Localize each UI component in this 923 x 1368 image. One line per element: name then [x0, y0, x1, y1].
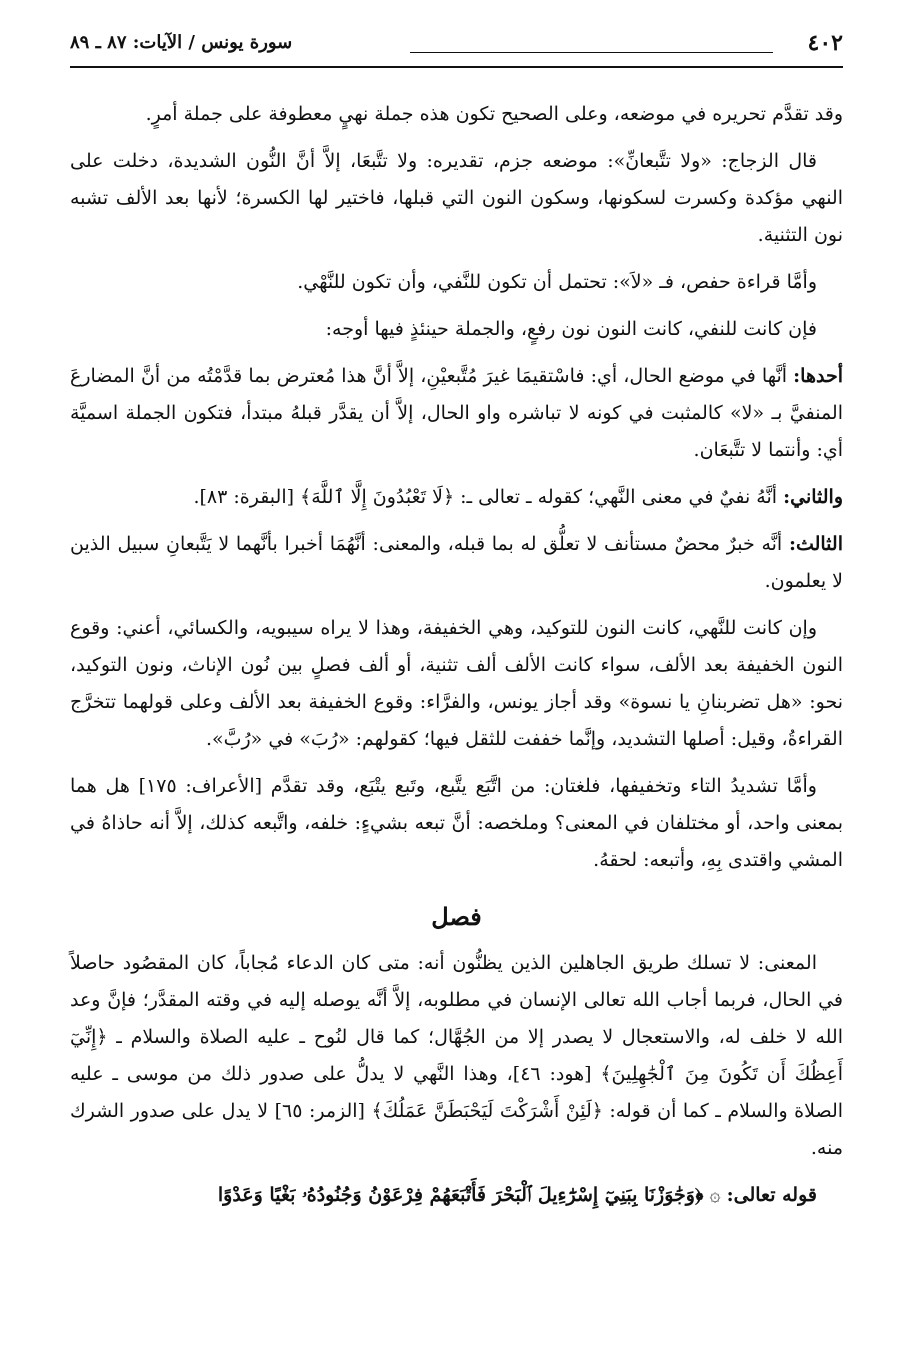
paragraph-text: المعنى: لا تسلك طريق الجاهلين الذين يظنُّون أنه: متى كان الدعاء مُجاباً، كان المقصُود حاصلاً في الحال، فربما أجاب الله تعالى الإنسان في مطلوبه، إلاَّ أنَّه يوصله إليه في وقته المقدَّر؛ فإنَّ وعد الله لا خلف له، والاستعجال لا يصدر إلا من الجُهَّال؛ كما قال لنُوح ـ عليه الصلاة والسلام ـ ﴿إِنِّيٓ أَعِظُكَ أَن تَكُونَ مِنَ ٱلْجَٰهِلِينَ﴾ [هود: ٤٦]، وهذا النَّهي لا يدلُّ على صدور ذلك من موسى ـ عليه الصلاة والسلام ـ كما أن قوله: ﴿لَئِنْ أَشْرَكْتَ لَيَحْبَطَنَّ عَمَلُكَ﴾ [الزمر: ٦٥] لا يدل على صدور الشرك منه.	[70, 952, 844, 1159]
paragraph	[70, 526, 843, 600]
page-body	[70, 96, 843, 1224]
paragraph	[70, 945, 843, 1167]
paragraph-text: قال الزجاج: «ولا تتَّبعانِّ»: موضعه جزم، تقديره: ولا تتَّبعَا، إلاَّ أنَّ النُّون الشديدة، دخلت على النهي مؤكدة وكسرت لسكونها، وسكون النون التي قبلها، فاختير لها الكسرة؛ لأنها بعد الألف تشبه نون التثنية.	[70, 150, 843, 246]
paragraph-text: وقد تقدَّم تحريره في موضعه، وعلى الصحيح تكون هذه جملة نهيٍ معطوفة على جملة أمرٍ.	[145, 103, 843, 125]
page-number: ٤٠٢	[807, 30, 843, 56]
paragraph-text: وأمَّا قراءة حفص، فـ «لاَ»: تحتمل أن تكون للنَّفي، وأن تكون للنَّهْي.	[297, 271, 817, 293]
paragraph	[70, 768, 843, 879]
page-header	[70, 30, 843, 68]
paragraph	[70, 264, 843, 301]
paragraph-text: فإن كانت للنفي، كانت النون نون رفعٍ، والجملة حينئذٍ فيها أوجه:	[325, 318, 817, 340]
paragraph-text: وأمَّا تشديدُ التاء وتخفيفها، فلغتان: من اتَّبَع يتَّبع، وتَبع يتْبَع، وقد تقدَّم [الأعراف: ١٧٥] هل هما بمعنى واحد، أو مختلفان في المعنى؟ وملخصه: أنَّ تبعه بشيءٍ: خلفه، واتَّبعه كذلك، إلاَّ أنه حاذاهُ في المشي واقتدى بِهِ، وأتبعه: لحقهُ.	[70, 775, 843, 871]
paragraph	[70, 358, 843, 469]
running-title: سورة يونس / الآيات: ٨٧ ـ ٨٩	[70, 32, 293, 53]
section-title: فصل	[431, 902, 482, 931]
paragraph-text: أنَّهُ نفيٌ في معنى النَّهي؛ كقوله ـ تعالى ـ: ﴿لَا تَعْبُدُونَ إِلَّا ٱللَّهَ﴾ [البقرة: ٨٣].	[193, 486, 778, 508]
paragraph-lead: والثاني:	[783, 486, 843, 508]
verse-ornament-icon: ۞	[709, 1184, 721, 1206]
paragraph	[70, 96, 843, 133]
verse-line	[70, 1177, 843, 1214]
paragraph-text: وإن كانت للنَّهي، كانت النون للتوكيد، وهي الخفيفة، وهذا لا يراه سيبويه، والكسائي، أعني: وقوع النون الخفيفة بعد الألف، سواء كانت الألف ألف تثنية، أو ألف فصلٍ بين نُون الإناث، ونون التوكيد، نحو: «هل تضربنانِ يا نسوة» وقد أجاز يونس، والفرَّاء: وقوع الخفيفة بعد الألف وعلى قولهما تتخرَّج القراءةُ، وقيل: أصلها التشديد، وإنَّما خففت للثقل فيها؛ كقولهم: «رُبَ» في «رُبَّ».	[70, 617, 843, 750]
header-rule	[410, 52, 773, 53]
verse-lead: قوله تعالى:	[726, 1184, 817, 1206]
paragraph-lead: أحدها:	[793, 365, 843, 387]
paragraph-text: أنَّه خبرٌ محضٌ مستأنف لا تعلُّق له بما قبله، والمعنى: أنَّهُمَا أخبرا بأنَّهما لا يَتَّبعانِ سبيل الذين لا يعلمون.	[70, 533, 843, 592]
paragraph-text: أنَّها في موضع الحال، أي: فاسْتقيمَا غيرَ مُتَّبعيْنِ، إلاَّ أنَّ هذا مُعترض بما قدَّمْتُه من أنَّ المضارعَ المنفيَّ بـ «لا» كالمثبت في كونه لا تباشره واو الحال، إلاَّ أن يقدَّر قبلهُ مبتدأ، فتكون الجملة اسميَّة أي: وأنتما لا تتَّبعَان.	[70, 365, 843, 461]
paragraph	[70, 479, 843, 516]
paragraph-lead: الثالث:	[788, 533, 843, 555]
paragraph	[70, 311, 843, 348]
verse-text: ﴿وَجَٰوَزْنَا بِبَنِيٓ إِسْرَٰٓءِيلَ ٱلْبَحْرَ فَأَتْبَعَهُمْ فِرْعَوْنُ وَجُنُودُهُۥ بَغْيًا وَعَدْوًا	[217, 1184, 704, 1206]
paragraph	[70, 143, 843, 254]
paragraph	[70, 610, 843, 758]
